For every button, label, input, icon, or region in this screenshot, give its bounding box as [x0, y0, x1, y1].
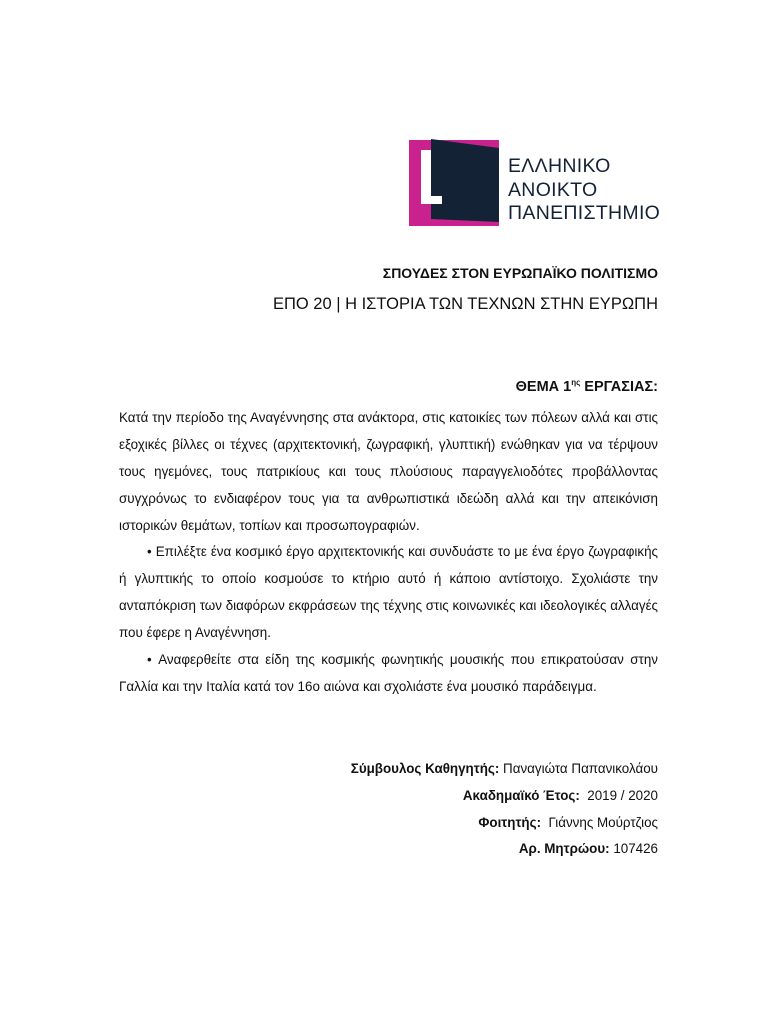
advisor-value: Παναγιώτα Παπανικολάου: [499, 761, 658, 776]
intro-paragraph: [119, 404, 658, 539]
assignment-heading-sup: ης: [571, 378, 581, 387]
academic-year-label: Ακαδημαϊκό Έτος:: [462, 788, 580, 803]
registration-line: [519, 841, 658, 856]
logo-line-3: ΠΑΝΕΠΙΣΤΗΜΙΟ: [508, 202, 661, 224]
assignment-heading-prefix: ΘΕΜΑ 1: [515, 378, 572, 395]
course-title: ΕΠΟ 20 | Η ΙΣΤΟΡΙΑ ΤΩΝ ΤΕΧΝΩΝ ΣΤΗΝ ΕΥΡΩΠΗ: [272, 295, 658, 313]
logo-mark-icon: [409, 138, 505, 230]
bullet-icon: •: [147, 652, 152, 667]
logo-line-2: ΑΝΟΙΚΤΟ: [508, 178, 598, 201]
student-line: [478, 815, 658, 830]
university-logo: [409, 138, 659, 230]
registration-label: Αρ. Μητρώου:: [518, 841, 610, 856]
student-label: Φοιτητής:: [478, 815, 542, 830]
academic-year-value: 2019 / 2020: [579, 788, 658, 803]
advisor-label: Σύμβουλος Καθηγητής:: [350, 761, 500, 776]
bullet-text-1: Επιλέξτε ένα κοσμικό έργο αρχιτεκτονικής και συνδυάστε το με ένα έργο ζωγραφικής ή γλυπτικής το οποίο κοσμούσε το κτήριο αυτό ή κάποιο αντίστοιχο. Σχολιάστε την ανταπόκριση των διαφόρων εκφράσεων της τέχνης στις κοινωνικές και ιδεολογικές αλλαγές που έφερε η Αναγέννηση.: [119, 544, 658, 640]
bullet-icon: •: [147, 544, 152, 559]
assignment-heading-suffix: ΕΡΓΑΣΙΑΣ:: [580, 378, 658, 395]
program-title: ΣΠΟΥΔΕΣ ΣΤΟΝ ΕΥΡΩΠΑΪΚΟ ΠΟΛΙΤΙΣΜΟ: [382, 265, 658, 281]
student-value: Γιάννης Μούρτζιος: [541, 815, 658, 830]
intro-text: Κατά την περίοδο της Αναγέννησης στα ανάκτορα, στις κατοικίες των πόλεων αλλά και στις εξοχικές βίλλες οι τέχνες (αρχιτεκτονική, ζωγραφική, γλυπτική) ενώθηκαν για να τέρψουν τους ηγεμόνες, τους πατρικίους και τους πλούσιους παραγγελιοδότες προβάλλοντας συγχρόνως το ενδιαφέρον τους για τα ανθρωπιστικά ιδεώδη αλλά και την απεικόνιση ιστορικών θεμάτων, τοπίων και προσωπογραφιών.: [119, 410, 658, 533]
advisor-line: [351, 761, 658, 776]
registration-value: 107426: [609, 841, 658, 856]
bullet-text-2: Αναφερθείτε στα είδη της κοσμικής φωνητικής μουσικής που επικρατούσαν στην Γαλλία και την Ιταλία κατά τον 16ο αιώνα και σχολιάστε ένα μουσικό παράδειγμα.: [119, 652, 658, 694]
logo-line-1: ΕΛΛΗΝΙΚΟ: [508, 155, 611, 177]
bullet-item-1: [119, 538, 658, 646]
logo-wordmark: [508, 155, 660, 226]
academic-year-line: [463, 788, 658, 803]
bullet-item-2: [119, 646, 658, 700]
assignment-heading: [516, 378, 658, 395]
